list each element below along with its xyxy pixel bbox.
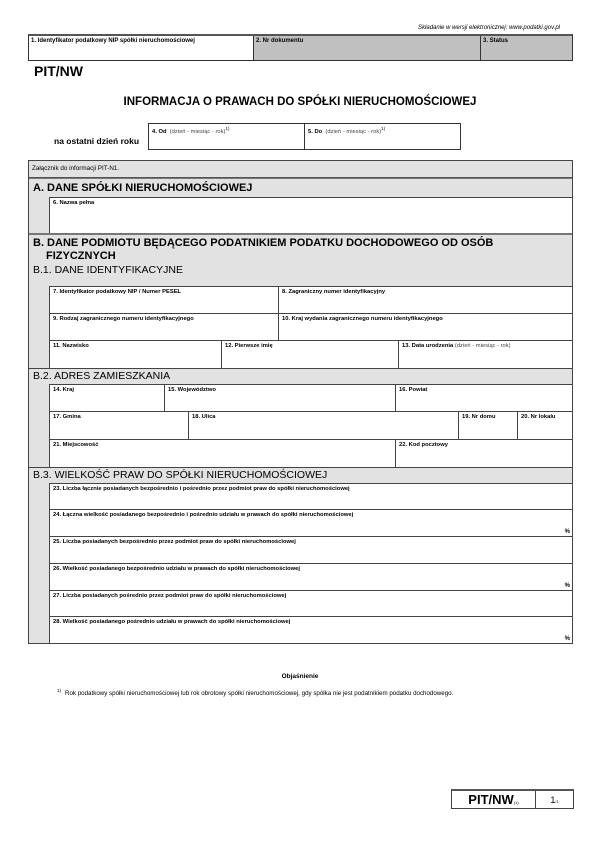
direct-rights-count-label: 25. Liczba posiadanych bezpośrednio przez podmiot praw do spółki nieruchomościowej bbox=[53, 539, 296, 545]
total-share-field[interactable] bbox=[50, 510, 572, 536]
page-footer-box bbox=[451, 789, 574, 809]
date-from-hint: (dzień - miesiąc - rok) bbox=[169, 128, 226, 135]
footnote-marker: 1) bbox=[57, 688, 62, 693]
section-a-fields bbox=[49, 197, 572, 233]
date-to-label: 5. Do bbox=[308, 128, 323, 135]
date-from-field[interactable] bbox=[149, 124, 305, 149]
form-body bbox=[28, 160, 573, 644]
percent-sign: % bbox=[564, 636, 570, 642]
nip-field[interactable] bbox=[29, 36, 254, 60]
footer-form-code-text: PIT/NW bbox=[468, 792, 514, 807]
foreign-id-country-field[interactable] bbox=[278, 314, 572, 340]
city-label: 21. Miejscowość bbox=[53, 442, 99, 448]
status-label: 3. Status bbox=[483, 38, 509, 44]
indirect-share-field[interactable] bbox=[50, 617, 572, 643]
footnote-ref: 1) bbox=[381, 126, 386, 131]
section-a-title: A. DANE SPÓŁKI NIERUCHOMOŚCIOWEJ bbox=[29, 178, 572, 197]
footer-version: (1) bbox=[513, 800, 519, 805]
date-from-label: 4. Od bbox=[152, 128, 167, 135]
full-name-field[interactable] bbox=[50, 198, 572, 233]
street-field[interactable] bbox=[188, 412, 458, 439]
page-title: INFORMACJA O PRAWACH DO SPÓŁKI NIERUCHOMOŚCIOWEJ bbox=[123, 96, 477, 108]
foreign-id-country-label: 10. Kraj wydania zagranicznego numeru identyfikacyjnego bbox=[282, 316, 443, 322]
page-total: /1 bbox=[555, 799, 559, 804]
country-label: 14. Kraj bbox=[53, 387, 74, 393]
commune-label: 17. Gmina bbox=[53, 414, 81, 420]
foreign-id-label: 8. Zagraniczny numer identyfikacyjny bbox=[282, 289, 386, 295]
section-b-title-line2: FIZYCZNYCH bbox=[46, 250, 116, 262]
foreign-id-field[interactable] bbox=[278, 287, 572, 313]
county-label: 16. Powiat bbox=[399, 387, 428, 393]
first-name-field[interactable] bbox=[221, 341, 398, 368]
postal-code-field[interactable] bbox=[395, 440, 572, 467]
surname-label: 11. Nazwisko bbox=[53, 343, 89, 349]
electronic-submission-note: Składanie w wersji elektronicznej: www.podatki.gov.pl bbox=[418, 25, 560, 31]
voivodeship-field[interactable] bbox=[164, 385, 395, 411]
footnote-ref: 1) bbox=[225, 126, 230, 131]
date-to-field[interactable] bbox=[305, 124, 460, 149]
section-b-title-line1: B. DANE PODMIOTU BĘDĄCEGO PODATNIKIEM PODATKU DOCHODOWEGO OD OSÓB bbox=[33, 237, 494, 249]
footer-page-number bbox=[536, 791, 573, 808]
birth-date-hint: (dzień - miesiąc - rok) bbox=[454, 343, 511, 349]
surname-field[interactable] bbox=[50, 341, 221, 368]
direct-rights-count-field[interactable] bbox=[50, 537, 572, 563]
section-b1-fields bbox=[49, 286, 572, 368]
attachment-note: Załącznik do informacji PIT-N1. bbox=[29, 161, 572, 178]
explanation-footnote bbox=[57, 688, 453, 697]
section-b3-fields bbox=[49, 483, 572, 643]
total-rights-count-field[interactable] bbox=[50, 484, 572, 509]
indirect-rights-count-label: 27. Liczba posiadanych pośrednio przez podmiot praw do spółki nieruchomościowej bbox=[53, 593, 287, 599]
house-number-label: 19. Nr domu bbox=[462, 414, 496, 420]
period-date-box bbox=[148, 123, 461, 150]
full-name-label: 6. Nazwa pełna bbox=[53, 200, 95, 206]
footer-form-code bbox=[452, 791, 536, 808]
percent-sign: % bbox=[564, 583, 570, 589]
indirect-rights-count-field[interactable] bbox=[50, 591, 572, 616]
page-number: 1 bbox=[550, 795, 556, 805]
header-fields-row bbox=[28, 34, 573, 61]
apartment-number-label: 20. Nr lokalu bbox=[521, 414, 556, 420]
section-b2-fields bbox=[49, 384, 572, 467]
direct-share-label: 26. Wielkość posiadanego bezpośrednio udziału w prawach do spółki nieruchomościowej bbox=[53, 566, 301, 572]
document-number-label: 2. Nr dokumentu bbox=[256, 38, 304, 44]
form-code: PIT/NW bbox=[34, 63, 83, 79]
house-number-field[interactable] bbox=[458, 412, 517, 439]
total-share-label: 24. Łączna wielkość posiadanego bezpośrednio i pośrednio udziału w prawach do spółki nieruchomościowej bbox=[53, 512, 354, 518]
section-b2-title: B.2. ADRES ZAMIESZKANIA bbox=[29, 368, 572, 384]
apartment-number-field[interactable] bbox=[517, 412, 572, 439]
foreign-id-type-field[interactable] bbox=[50, 314, 278, 340]
footnote-text: Rok podatkowy spółki nieruchomościowej lub rok obrotowy spółki nieruchomościowej, gdy spółka nie jest podatnikiem podatku dochodowego. bbox=[65, 690, 454, 698]
section-b-title bbox=[29, 233, 572, 263]
explanation-title: Objaśnienie bbox=[281, 673, 319, 680]
direct-share-field[interactable] bbox=[50, 564, 572, 590]
voivodeship-label: 15. Województwo bbox=[168, 387, 216, 393]
percent-sign: % bbox=[564, 529, 570, 535]
foreign-id-type-label: 9. Rodzaj zagranicznego numeru identyfikacyjnego bbox=[53, 316, 194, 322]
commune-field[interactable] bbox=[50, 412, 188, 439]
country-field[interactable] bbox=[50, 385, 164, 411]
section-b1-title: B.1. DANE IDENTYFIKACYJNE bbox=[33, 264, 183, 276]
date-to-hint: (dzień - miesiąc - rok) bbox=[325, 128, 382, 135]
birth-date-label: 13. Data urodzenia bbox=[402, 343, 454, 349]
street-label: 18. Ulica bbox=[192, 414, 216, 420]
birth-date-field[interactable] bbox=[398, 341, 572, 368]
document-number-field bbox=[254, 36, 481, 60]
first-name-label: 12. Pierwsze imię bbox=[225, 343, 273, 349]
status-field bbox=[481, 36, 572, 60]
section-b3-title: B.3. WIELKOŚĆ PRAW DO SPÓŁKI NIERUCHOMOŚCIOWEJ bbox=[29, 467, 572, 483]
indirect-share-label: 28. Wielkość posiadanego pośrednio udziału w prawach do spółki nieruchomościowej bbox=[53, 619, 291, 625]
county-field[interactable] bbox=[395, 385, 572, 411]
nip-pesel-field[interactable] bbox=[50, 287, 278, 313]
city-field[interactable] bbox=[50, 440, 395, 467]
period-label: na ostatni dzień roku bbox=[54, 136, 140, 146]
nip-pesel-label: 7. Identyfikator podatkowy NIP / Numer PESEL bbox=[53, 289, 182, 295]
total-rights-count-label: 23. Liczba łącznie posiadanych bezpośrednio i pośrednio przez podmiot praw do spółki nieruchomościowej bbox=[53, 486, 350, 492]
postal-code-label: 22. Kod pocztowy bbox=[399, 442, 448, 448]
nip-field-label: 1. Identyfikator podatkowy NIP spółki nieruchomościowej bbox=[31, 38, 195, 44]
